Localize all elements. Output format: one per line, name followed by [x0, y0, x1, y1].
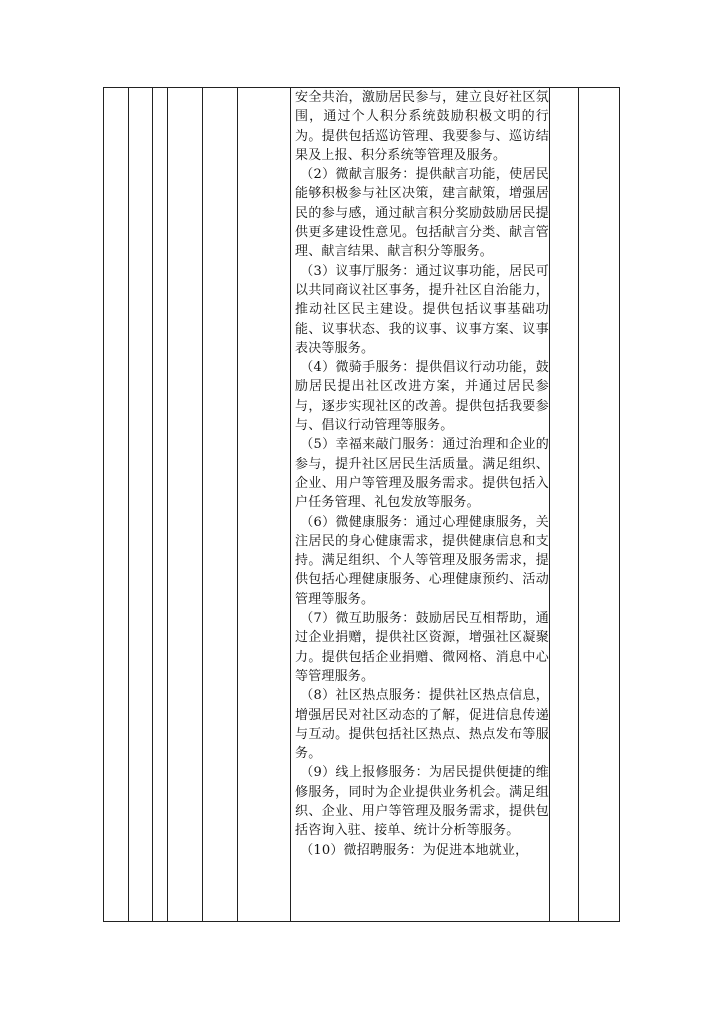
column-divider [290, 87, 291, 922]
column-divider [167, 87, 168, 922]
paragraph-item: （8）社区热点服务：提供社区热点信息，增强居民对社区动态的了解，促进信息传递与互动。提供包括社区热点、热点发布等服务。 [295, 688, 549, 762]
paragraph-item: （9）线上报修服务：为居民提供便捷的维修服务，同时为企业提供业务机会。满足组织、企业、用户等管理及服务需求，提供包括咨询入驻、接单、统计分析等服务。 [295, 765, 549, 839]
paragraph-item: （4）微骑手服务：提供倡议行动功能，鼓励居民提出社区改进方案，并通过居民参与，逐步实现社区的改善。提供包括我要参与、倡议行动管理等服务。 [295, 360, 549, 434]
paragraph-item: （2）微献言服务：提供献言功能，使居民能够积极参与社区决策，建言献策，增强居民的参与感，通过献言积分奖励鼓励居民提供更多建设性意见。包括献言分类、献言管理、献言结果、献言积分等服务。 [295, 167, 549, 260]
paragraph-item: （6）微健康服务：通过心理健康服务，关注居民的身心健康需求，提供健康信息和支持。满足组织、个人等管理及服务需求，提供包括心理健康服务、心理健康预约、活动管理等服务。 [295, 514, 549, 607]
paragraph-item: （5）幸福来敲门服务：通过治理和企业的参与，提升社区居民生活质量。满足组织、企业、用户等管理及服务需求。提供包括入户任务管理、礼包发放等服务。 [295, 437, 549, 511]
paragraph-item: （3）议事厅服务：通过议事功能，居民可以共同商议社区事务，提升社区自治能力，推动社区民主建设。提供包括议事基础功能、议事状态、我的议事、议事方案、议事表决等服务。 [295, 263, 549, 356]
column-divider [152, 87, 153, 922]
column-divider [549, 87, 550, 922]
paragraph-item: （10）微招聘服务：为促进本地就业， [300, 842, 529, 858]
column-divider [128, 87, 129, 922]
paragraph-continued: 安全共治，激励居民参与，建立良好社区氛围，通过个人积分系统鼓励积极文明的行为。提供包括巡访管理、我要参与、巡访结果及上报、积分系统等管理及服务。 [295, 90, 549, 163]
service-description-cell [292, 88, 549, 921]
column-divider [237, 87, 238, 922]
paragraph-item: （7）微互助服务：鼓励居民互相帮助，通过企业捐赠，提供社区资源，增强社区凝聚力。提供包括企业捐赠、微网格、消息中心等管理服务。 [295, 611, 549, 684]
column-divider [578, 87, 579, 922]
column-divider [202, 87, 203, 922]
